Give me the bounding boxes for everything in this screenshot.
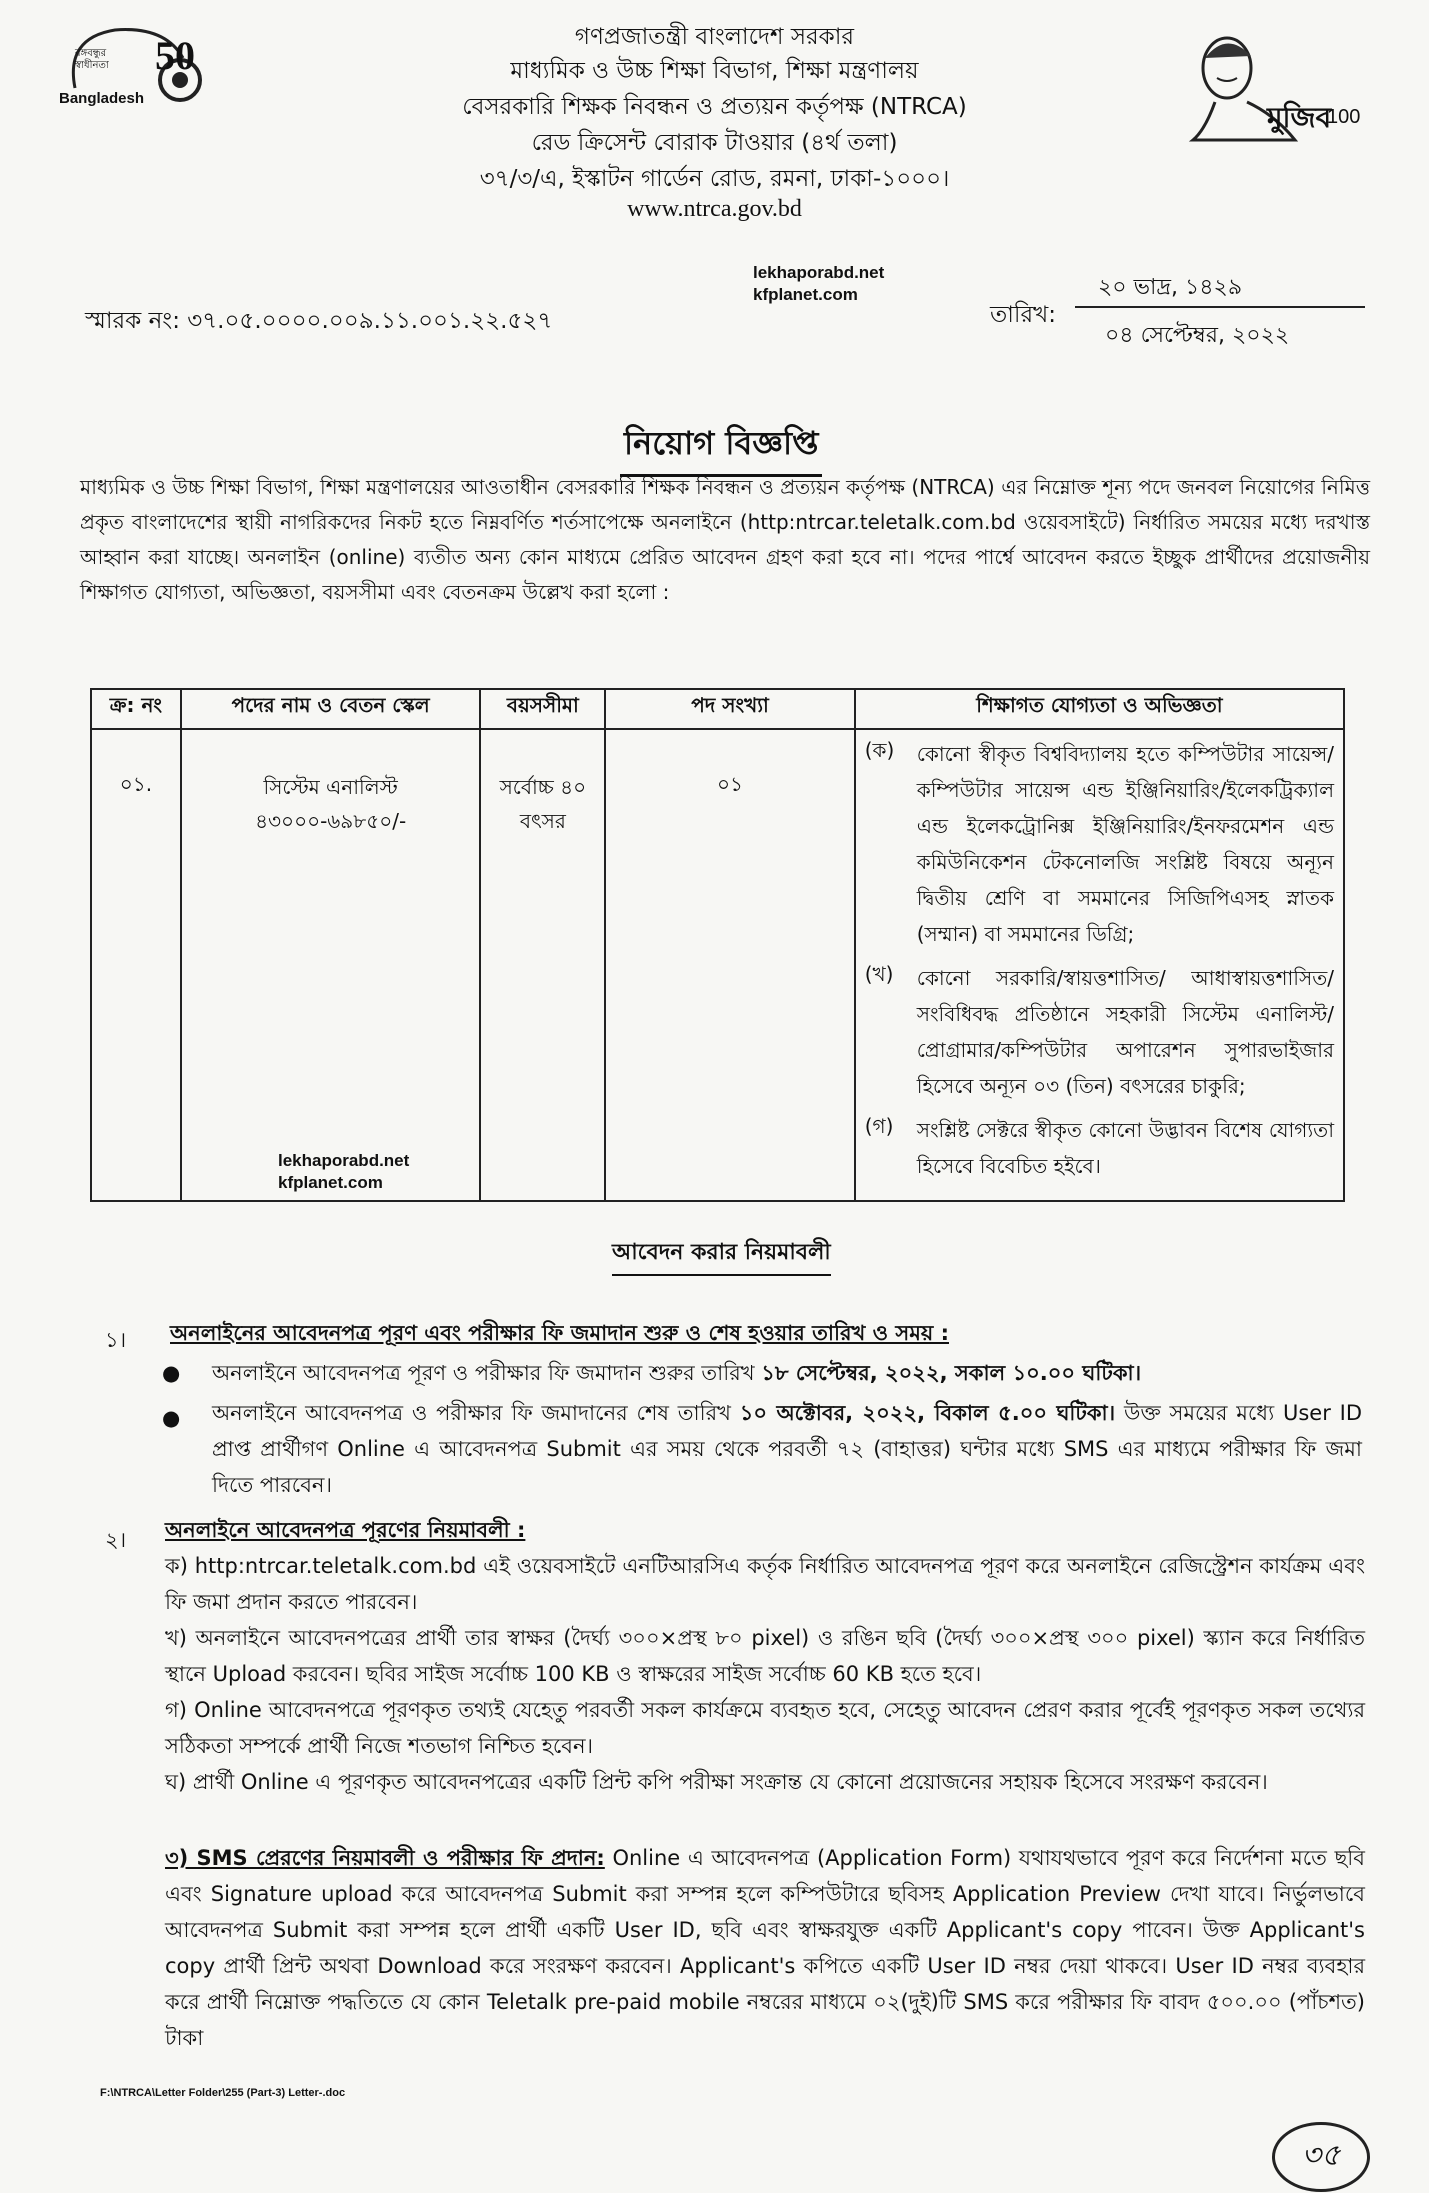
qualification-mark: (গ) bbox=[864, 1114, 894, 1138]
watermark bbox=[753, 262, 884, 306]
section-2-number: ২। bbox=[105, 1528, 127, 1552]
qualification-item bbox=[857, 958, 1342, 1110]
date-divider bbox=[1075, 306, 1365, 308]
age-unit: বৎসর bbox=[519, 809, 566, 833]
mujib-number: 100 bbox=[1327, 106, 1361, 128]
footer-file-path: F:\NTRCA\Letter Folder\255 (Part-3) Letter-.doc bbox=[100, 2087, 346, 2099]
qualification-mark: (খ) bbox=[864, 962, 894, 986]
section-2-gha: ঘ) প্রার্থী Online এ পূরণকৃত আবেদনপত্রের একটি প্রিন্ট কপি পরীক্ষা সংক্রান্ত যে কোনো প্রয়োজনের সহায়ক হিসেবে সংরক্ষণ করবেন। bbox=[165, 1770, 1268, 1794]
bullet-1 bbox=[212, 1355, 1362, 1391]
post-count: ০১ bbox=[717, 772, 743, 796]
qualification-item bbox=[857, 734, 1342, 958]
watermark bbox=[278, 1150, 409, 1194]
section-2-ga: গ) Online আবেদনপত্রে পূরণকৃত তথ্যই যেহেতু পরবর্তী সকল কার্যক্রমে ব্যবহৃত হবে, সেহেতু আবেদন প্রেরণ করার পূর্বেই পূরণকৃত সকল তথ্যের সঠিকতা সম্পর্কে প্রার্থী নিজে শতভাগ নিশ্চিত হবেন। bbox=[165, 1698, 1365, 1758]
date-label: তারিখ: bbox=[990, 302, 1057, 328]
qualification-text: সংশ্লিষ্ট সেক্টরে স্বীকৃত কোনো উদ্ভাবন বিশেষ যোগ্যতা হিসেবে বিবেচিত হইবে। bbox=[916, 1118, 1334, 1178]
division-name: মাধ্যমিক ও উচ্চ শিক্ষা বিভাগ, শিক্ষা মন্ত্রণালয় bbox=[510, 58, 919, 84]
table-row bbox=[91, 729, 1344, 1201]
mujib-text: মুজিব bbox=[1267, 101, 1332, 134]
qualification-item bbox=[857, 1110, 1342, 1190]
rules-title: আবেদন করার নিয়মাবলী bbox=[612, 1235, 831, 1276]
serial-number: ০১. bbox=[119, 772, 153, 796]
age-cell bbox=[480, 729, 605, 1201]
section-3-heading: ৩) SMS প্রেরণের নিয়মাবলী ও পরীক্ষার ফি প্রদান: bbox=[165, 1846, 605, 1870]
post-cell bbox=[181, 729, 481, 1201]
section-2-ka: ক) http:ntrcar.teletalk.com.bd এই ওয়েবসাইটে এনটিআরসিএ কর্তৃক নির্ধারিত আবেদনপত্র পূরণ করে অনলাইনে রেজিস্ট্রেশন কার্যক্রম এবং ফি জমা প্রদান করতে পারবেন। bbox=[165, 1554, 1365, 1614]
building-address: রেড ক্রিসেন্ট বোরাক টাওয়ার (৪র্থ তলা) bbox=[531, 130, 898, 156]
logo-caption: Bangladesh bbox=[59, 90, 145, 107]
page-title: নিয়োগ বিজ্ঞপ্তি bbox=[620, 418, 822, 477]
serial-cell bbox=[91, 729, 181, 1201]
date-bangla: ২০ ভাদ্র, ১৪২৯ bbox=[1098, 275, 1243, 300]
pay-scale: ৪৩০০০-৬৯৮৫০/- bbox=[255, 809, 407, 833]
mujib-100-logo bbox=[1175, 20, 1365, 145]
watermark-line: lekhaporabd.net bbox=[278, 1151, 410, 1170]
memo-number: স্মারক নং: ৩৭.০৫.০০০০.০০৯.১১.০০১.২২.৫২৭ bbox=[85, 308, 553, 334]
qualification-text: কোনো সরকারি/স্বায়ত্তশাসিত/ আধাস্বায়ত্তশাসিত/ সংবিধিবদ্ধ প্রতিষ্ঠানে সহকারী সিস্টেম এনালিস্ট/ প্রোগ্রামার/কম্পিউটার অপারেশন সুপারভাইজার হিসেবে অন্যূন ০৩ (তিন) বৎসরের চাকুরি; bbox=[916, 966, 1334, 1098]
website-link[interactable]: www.ntrca.gov.bd bbox=[627, 196, 802, 222]
gov-name: গণপ্রজাতন্ত্রী বাংলাদেশ সরকার bbox=[574, 24, 855, 50]
col-post: পদের নাম ও বেতন স্কেল bbox=[181, 689, 481, 729]
section-1-number: ১। bbox=[105, 1328, 127, 1352]
date-english: ০৪ সেপ্টেম্বর, ২০২২ bbox=[1105, 323, 1290, 348]
watermark-line: kfplanet.com bbox=[278, 1173, 383, 1192]
intro-paragraph: মাধ্যমিক ও উচ্চ শিক্ষা বিভাগ, শিক্ষা মন্ত্রণালয়ের আওতাধীন বেসরকারি শিক্ষক নিবন্ধন ও প্রত্যয়ন কর্তৃপক্ষ (NTRCA) এর নিম্নোক্ত শূন্য পদে জনবল নিয়োগের নিমিত্ত প্রকৃত বাংলাদেশের স্থায়ী নাগরিকদের নিকট হতে নিম্নবর্ণিত শর্তসাপেক্ষে অনলাইনে (http:ntrcar.teletalk.com.bd ওয়েবসাইটে) নির্ধারিত সময়ের মধ্যে দরখাস্ত আহ্বান করা যাচ্ছে। অনলাইন (online) ব্যতীত অন্য কোন মাধ্যমে প্রেরিত আবেদন গ্রহণ করা হবে না। পদের পার্শ্বে আবেদন করতে ইচ্ছুক প্রার্থীদের প্রয়োজনীয় শিক্ষাগত যোগ্যতা, অভিজ্ঞতা, বয়সসীমা এবং বেতনক্রম উল্লেখ করা হলো : bbox=[80, 475, 1370, 604]
job-table bbox=[90, 688, 1345, 1202]
qualification-cell bbox=[855, 729, 1344, 1201]
page-mark-circle bbox=[1272, 2122, 1370, 2192]
bullet-2-rest: উক্ত সময়ের মধ্যে User ID প্রাপ্ত প্রার্থীগণ Online এ আবেদনপত্র Submit এর সময় থেকে পরবর্তী ৭২ (বাহাত্তর) ঘন্টার মধ্যে SMS এর মাধ্যমে পরীক্ষার ফি জমা দিতে পারবেন। bbox=[212, 1401, 1362, 1497]
bullet-icon: ● bbox=[162, 1361, 181, 1385]
logo-number: 50 bbox=[155, 33, 195, 78]
bullet-icon: ● bbox=[162, 1406, 181, 1430]
post-name: সিস্টেম এনালিস্ট bbox=[263, 775, 398, 799]
col-serial: ক্র: নং bbox=[91, 689, 181, 729]
col-posts: পদ সংখ্যা bbox=[605, 689, 854, 729]
bullet-2 bbox=[212, 1395, 1362, 1503]
section-3 bbox=[165, 1840, 1365, 2056]
watermark-line: lekhaporabd.net bbox=[753, 263, 885, 282]
col-qualification: শিক্ষাগত যোগ্যতা ও অভিজ্ঞতা bbox=[855, 689, 1344, 729]
watermark-line: kfplanet.com bbox=[753, 285, 858, 304]
page-mark: ৩৫ bbox=[1301, 2138, 1341, 2173]
bullet-1-date: ১৮ সেপ্টেম্বর, ২০২২, সকাল ১০.০০ ঘটিকা। bbox=[761, 1361, 1142, 1385]
section-2-kha: খ) অনলাইনে আবেদনপত্রের প্রার্থী তার স্বাক্ষর (দৈর্ঘ্য ৩০০×প্রস্থ ৮০ pixel) ও রঙিন ছবি (দৈর্ঘ্য ৩০০×প্রস্থ ৩০০ pixel) স্ক্যান করে নির্ধারিত স্থানে Upload করবেন। ছবির সাইজ সর্বোচ্চ 100 KB ও স্বাক্ষরের সাইজ সর্বোচ্চ 60 KB হতে হবে। bbox=[165, 1626, 1365, 1686]
bullet-2-date: ১০ অক্টোবর, ২০২২, বিকাল ৫.০০ ঘটিকা। bbox=[739, 1401, 1116, 1425]
street-address: ৩৭/৩/এ, ইস্কাটন গার্ডেন রোড, রমনা, ঢাকা-১০০০। bbox=[479, 166, 950, 192]
qualification-mark: (ক) bbox=[864, 738, 895, 762]
qualification-text: কোনো স্বীকৃত বিশ্ববিদ্যালয় হতে কম্পিউটার সায়েন্স/কম্পিউটার সায়েন্স এন্ড ইঞ্জিনিয়ারিং/ইলেকট্রিক্যাল এন্ড ইলেকট্রোনিক্স ইঞ্জিনিয়ারিং/ইনফরমেশন এন্ড কমিউনিকেশন টেকনোলজি সংশ্লিষ্ট বিষয়ে অন্যূন দ্বিতীয় শ্রেণি বা সমমানের সিজিপিএসহ স্নাতক (সম্মান) বা সমমানের ডিগ্রি; bbox=[916, 742, 1334, 946]
logo-small-text: বঙ্গবন্ধুর স্বাধীনতা bbox=[75, 48, 109, 71]
section-1-heading: অনলাইনের আবেদনপত্র পূরণ এবং পরীক্ষার ফি জমাদান শুরু ও শেষ হওয়ার তারিখ ও সময় : bbox=[170, 1321, 949, 1345]
authority-name: বেসরকারি শিক্ষক নিবন্ধন ও প্রত্যয়ন কর্তৃপক্ষ (NTRCA) bbox=[462, 94, 967, 120]
posts-cell bbox=[605, 729, 854, 1201]
bullet-2-text: অনলাইনে আবেদনপত্র ও পরীক্ষার ফি জমাদানের শেষ তারিখ bbox=[212, 1401, 731, 1425]
bullet-1-text: অনলাইনে আবেদনপত্র পূরণ ও পরীক্ষার ফি জমাদান শুরুর তারিখ bbox=[212, 1361, 755, 1385]
section-3-text: Online এ আবেদনপত্র (Application Form) যথাযথভাবে পূরণ করে নির্দেশনা মতে ছবি এবং Signature upload করে আবেদনপত্র Submit করা সম্পন্ন হলে কম্পিউটারে ছবিসহ Application Preview দেখা যাবে। নির্ভুলভাবে আবেদনপত্র Submit করা সম্পন্ন হলে প্রার্থী একটি User ID, ছবি এবং স্বাক্ষরযুক্ত একটি Applicant's copy পাবেন। উক্ত Applicant's copy প্রার্থী প্রিন্ট অথবা Download করে সংরক্ষণ করবেন। Applicant's কপিতে একটি User ID নম্বর দেয়া থাকবে। User ID নম্বর ব্যবহার করে প্রার্থী নিম্নোক্ত পদ্ধতিতে যে কোন Teletalk pre-paid mobile নম্বরের মাধ্যমে ০২(দুই)টি SMS করে পরীক্ষার ফি বাবদ ৫০০.০০ (পাঁচশত) টাকা bbox=[165, 1846, 1365, 2050]
col-age: বয়সসীমা bbox=[480, 689, 605, 729]
age-limit: সর্বোচ্চ ৪০ bbox=[499, 775, 587, 799]
section-2-heading: অনলাইনে আবেদনপত্র পূরণের নিয়মাবলী : bbox=[165, 1518, 526, 1542]
